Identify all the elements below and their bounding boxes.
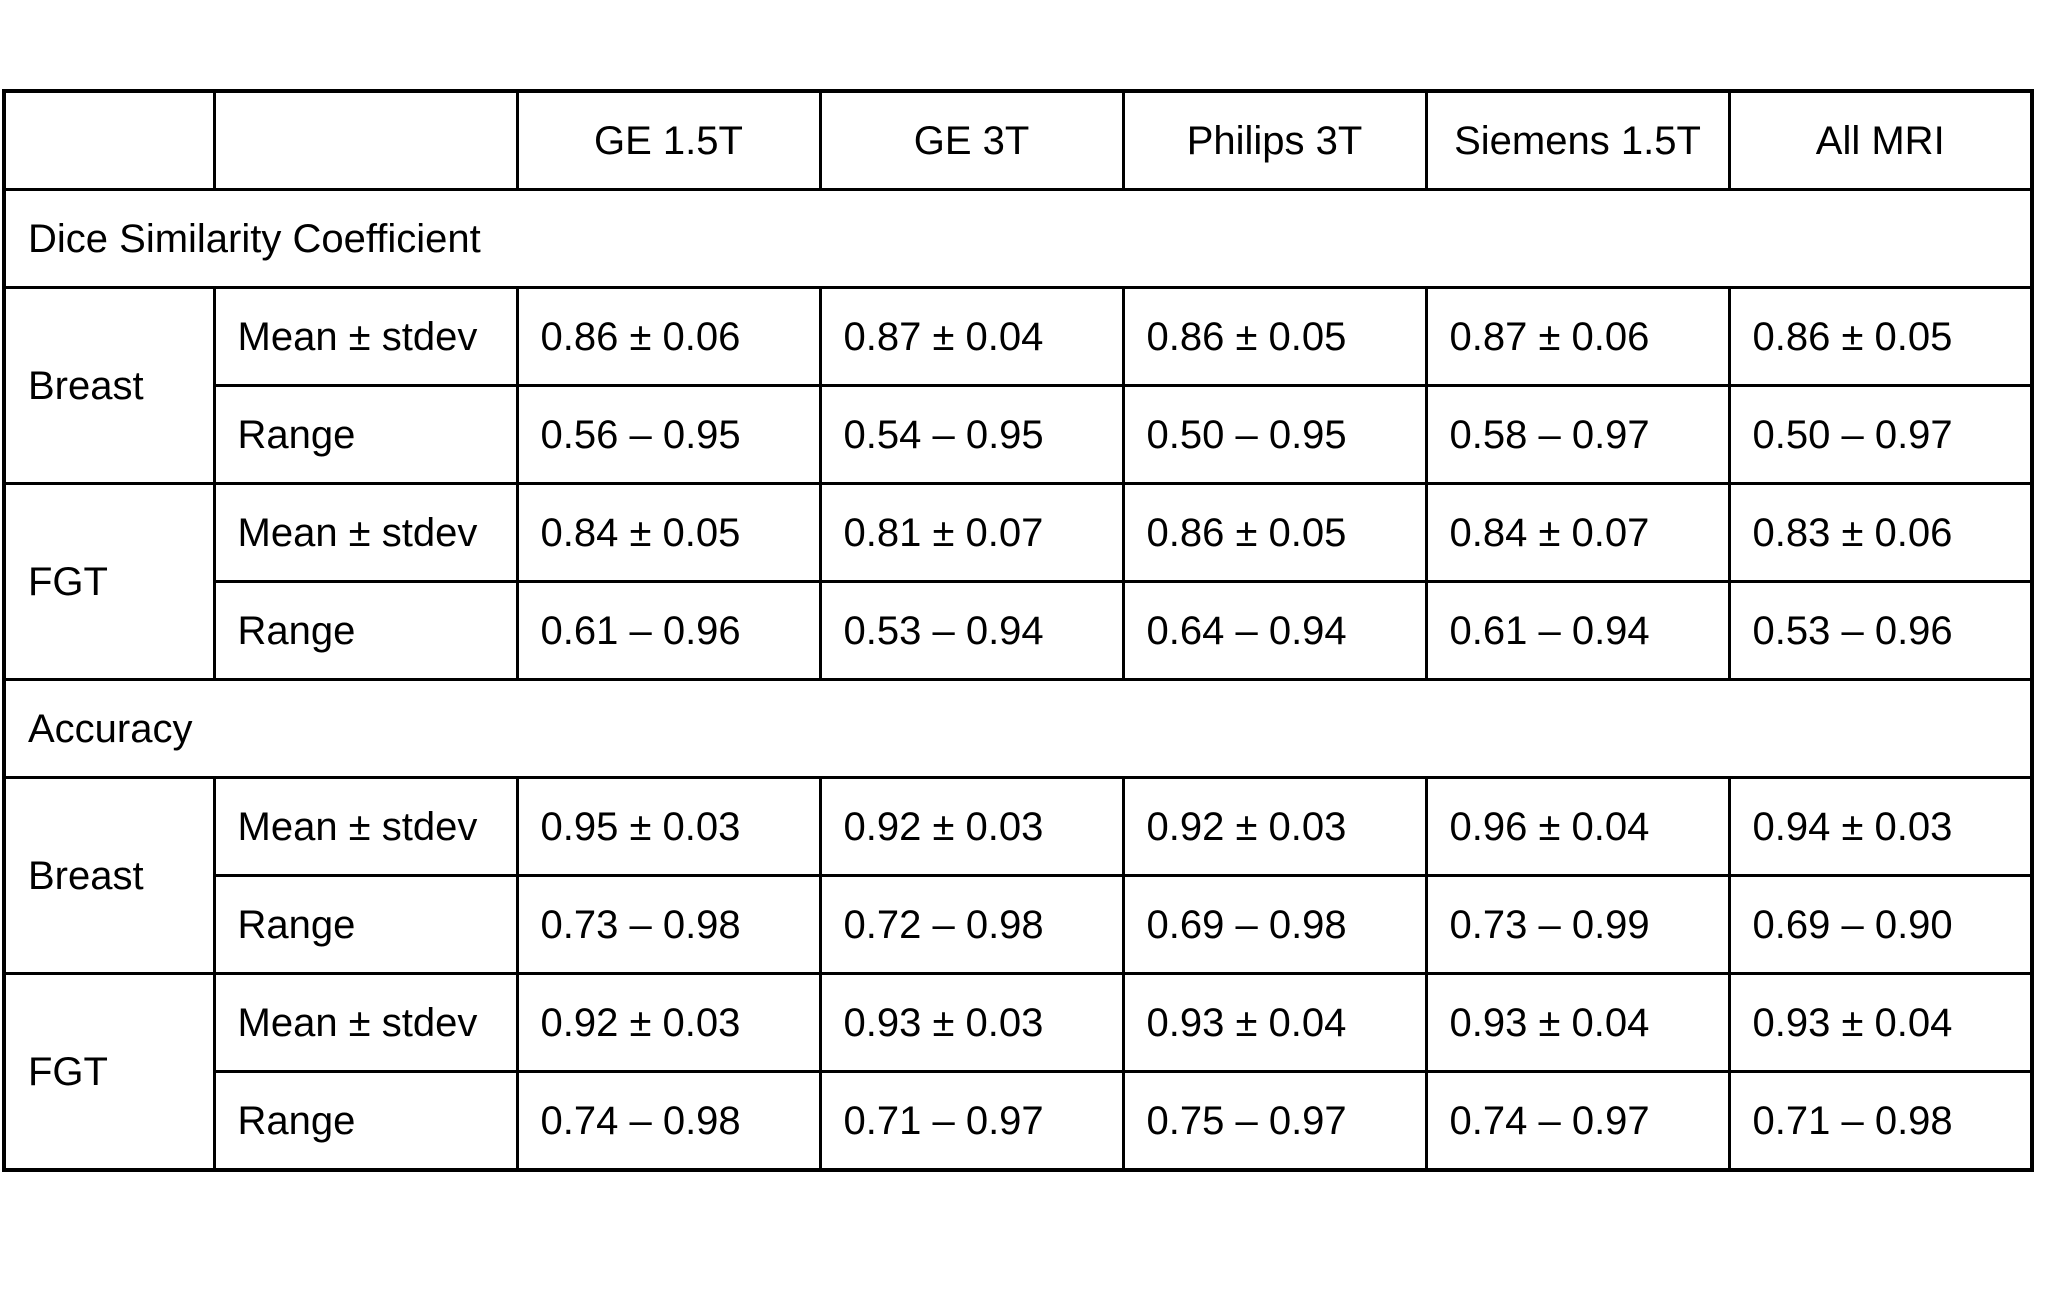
column-header-siemens-1-5t: Siemens 1.5T	[1426, 91, 1729, 190]
table-cell: 0.96 ± 0.04	[1426, 778, 1729, 876]
table-cell: 0.74 – 0.98	[517, 1072, 820, 1171]
stat-label: Range	[214, 1072, 517, 1171]
table-cell: 0.71 – 0.97	[820, 1072, 1123, 1171]
table-cell: 0.86 ± 0.05	[1123, 484, 1426, 582]
table-cell: 0.64 – 0.94	[1123, 582, 1426, 680]
stat-label: Mean ± stdev	[214, 484, 517, 582]
table-cell: 0.92 ± 0.03	[517, 974, 820, 1072]
stat-label: Mean ± stdev	[214, 778, 517, 876]
header-blank-cell	[214, 91, 517, 190]
stat-label: Range	[214, 386, 517, 484]
column-header-ge-1-5t: GE 1.5T	[517, 91, 820, 190]
table-cell: 0.84 ± 0.05	[517, 484, 820, 582]
table-cell: 0.92 ± 0.03	[1123, 778, 1426, 876]
results-table	[2, 89, 2034, 1172]
section-row-dice	[4, 190, 2032, 288]
table-cell: 0.73 – 0.99	[1426, 876, 1729, 974]
section-row-accuracy	[4, 680, 2032, 778]
table-cell: 0.83 ± 0.06	[1729, 484, 2032, 582]
group-label-fgt: FGT	[4, 484, 214, 680]
stat-label: Range	[214, 582, 517, 680]
table-row	[4, 876, 2032, 974]
section-title-accuracy: Accuracy	[4, 680, 2032, 778]
table-cell: 0.87 ± 0.06	[1426, 288, 1729, 386]
table-cell: 0.84 ± 0.07	[1426, 484, 1729, 582]
table-cell: 0.94 ± 0.03	[1729, 778, 2032, 876]
table-cell: 0.56 – 0.95	[517, 386, 820, 484]
group-label-breast: Breast	[4, 288, 214, 484]
table-row	[4, 778, 2032, 876]
table-cell: 0.93 ± 0.04	[1729, 974, 2032, 1072]
table-cell: 0.61 – 0.96	[517, 582, 820, 680]
table-cell: 0.50 – 0.95	[1123, 386, 1426, 484]
table-cell: 0.54 – 0.95	[820, 386, 1123, 484]
table-row	[4, 1072, 2032, 1171]
table-cell: 0.95 ± 0.03	[517, 778, 820, 876]
table-cell: 0.69 – 0.90	[1729, 876, 2032, 974]
header-blank-cell	[4, 91, 214, 190]
header-row	[4, 91, 2032, 190]
stat-label: Mean ± stdev	[214, 288, 517, 386]
table-cell: 0.72 – 0.98	[820, 876, 1123, 974]
column-header-ge-3t: GE 3T	[820, 91, 1123, 190]
table-cell: 0.86 ± 0.05	[1123, 288, 1426, 386]
table-cell: 0.74 – 0.97	[1426, 1072, 1729, 1171]
group-label-fgt: FGT	[4, 974, 214, 1171]
column-header-philips-3t: Philips 3T	[1123, 91, 1426, 190]
table-cell: 0.73 – 0.98	[517, 876, 820, 974]
table-row	[4, 484, 2032, 582]
table-cell: 0.81 ± 0.07	[820, 484, 1123, 582]
stat-label: Mean ± stdev	[214, 974, 517, 1072]
table-row	[4, 386, 2032, 484]
table-cell: 0.53 – 0.96	[1729, 582, 2032, 680]
table-row	[4, 582, 2032, 680]
table-cell: 0.86 ± 0.06	[517, 288, 820, 386]
column-header-all-mri: All MRI	[1729, 91, 2032, 190]
table-cell: 0.61 – 0.94	[1426, 582, 1729, 680]
table-cell: 0.53 – 0.94	[820, 582, 1123, 680]
section-title-dice: Dice Similarity Coefficient	[4, 190, 2032, 288]
table-cell: 0.86 ± 0.05	[1729, 288, 2032, 386]
table-row	[4, 288, 2032, 386]
table-cell: 0.75 – 0.97	[1123, 1072, 1426, 1171]
table-cell: 0.69 – 0.98	[1123, 876, 1426, 974]
table-row	[4, 974, 2032, 1072]
table-cell: 0.71 – 0.98	[1729, 1072, 2032, 1171]
table-cell: 0.93 ± 0.03	[820, 974, 1123, 1072]
group-label-breast: Breast	[4, 778, 214, 974]
table-cell: 0.93 ± 0.04	[1123, 974, 1426, 1072]
table-cell: 0.92 ± 0.03	[820, 778, 1123, 876]
stat-label: Range	[214, 876, 517, 974]
table-cell: 0.93 ± 0.04	[1426, 974, 1729, 1072]
table-cell: 0.87 ± 0.04	[820, 288, 1123, 386]
table-cell: 0.58 – 0.97	[1426, 386, 1729, 484]
table-cell: 0.50 – 0.97	[1729, 386, 2032, 484]
